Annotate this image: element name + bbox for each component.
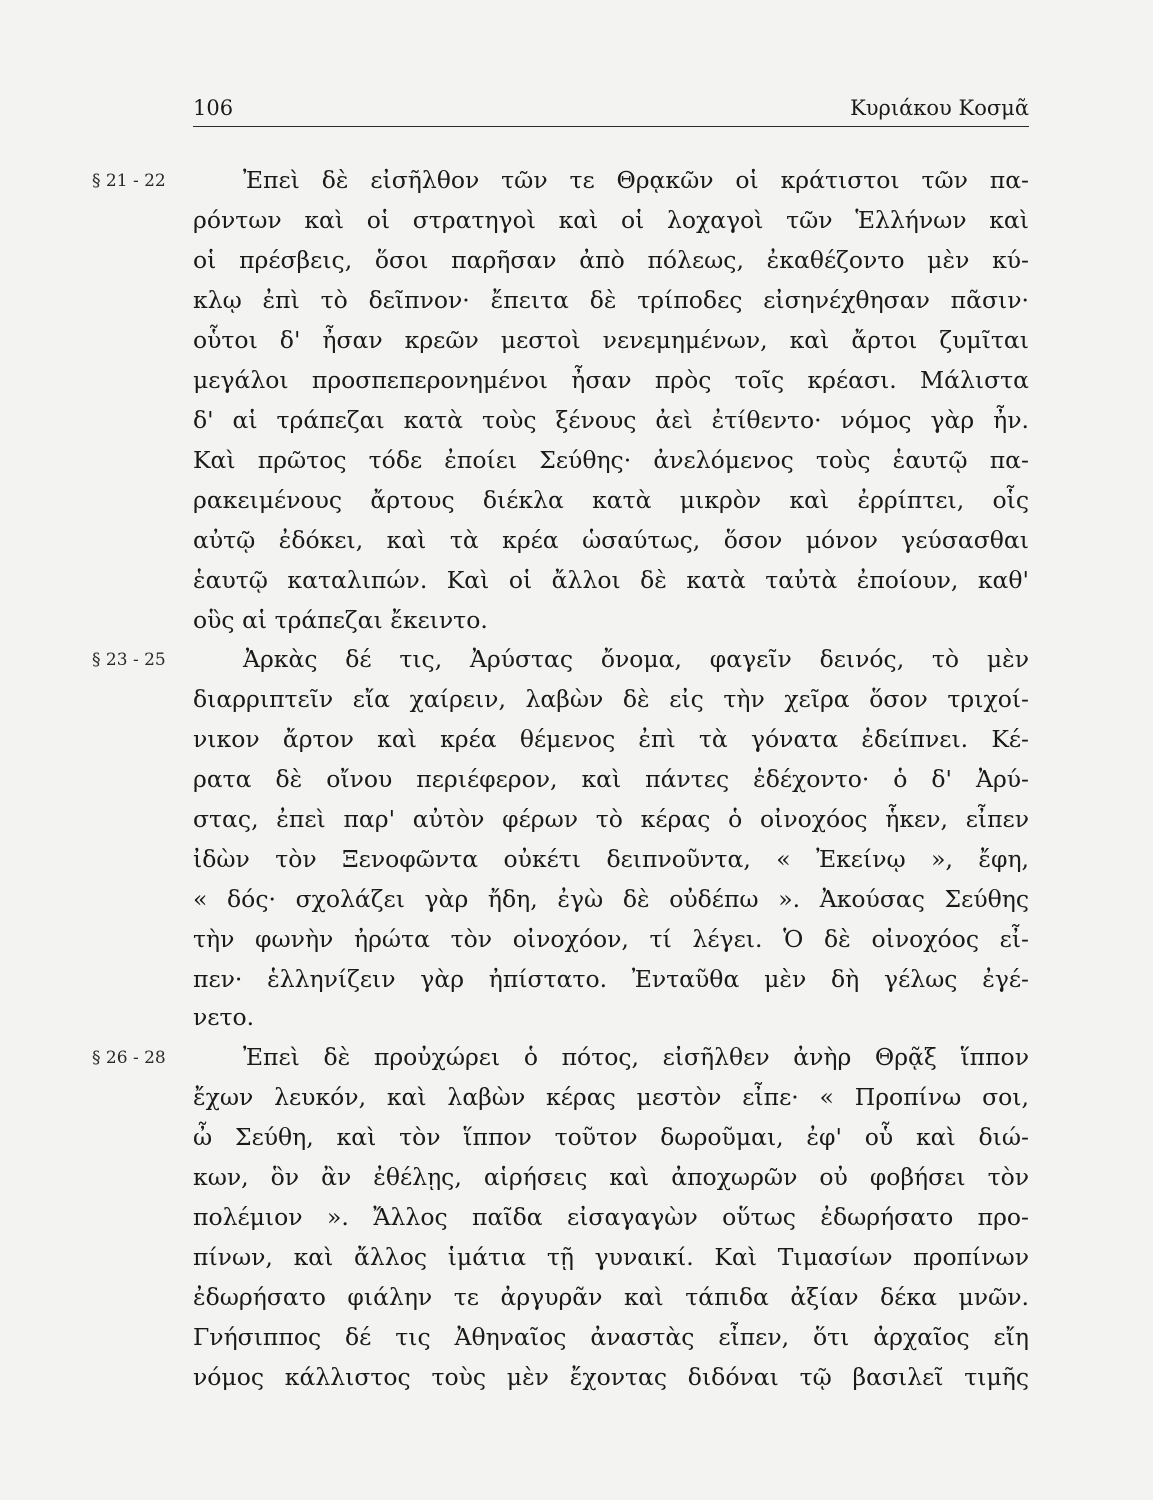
text-line: Ἐπεὶ δὲ εἰσῆλθον τῶν τε Θρᾳκῶν οἱ κράτιστοι τῶν πα-	[243, 166, 1029, 194]
text-line: τὴν φωνὴν ἠρώτα τὸν οἰνοχόον, τί λέγει. Ὁ δὲ οἰνοχόος εἶ-	[193, 925, 1029, 953]
running-title: Κυριάκου Κοσμᾶ	[850, 96, 1029, 120]
section-ref: § 26 - 28	[92, 1048, 166, 1068]
text-line: ἔχων λευκόν, καὶ λαβὼν κέρας μεστὸν εἶπε· « Προπίνω σοι,	[193, 1083, 1029, 1111]
text-line: ἐδωρήσατο φιάλην τε ἀργυρᾶν καὶ τάπιδα ἀξίαν δέκα μνῶν.	[193, 1283, 1029, 1311]
text-line: νικον ἄρτον καὶ κρέα θέμενος ἐπὶ τὰ γόνατα ἐδείπνει. Κέ-	[193, 725, 1029, 753]
text-line: ἰδὼν τὸν Ξενοφῶντα οὐκέτι δειπνοῦντα, « Ἐκείνῳ », ἔφη,	[193, 845, 1029, 873]
text-line: ἑαυτῷ καταλιπών. Καὶ οἱ ἄλλοι δὲ κατὰ ταὐτὰ ἐποίουν, καθ'	[193, 566, 1029, 594]
text-line: οὓς αἱ τράπεζαι ἔκειντο.	[193, 606, 488, 634]
text-line: Ἀρκὰς δέ τις, Ἀρύστας ὄνομα, φαγεῖν δεινός, τὸ μὲν	[243, 645, 1029, 673]
text-line: οἱ πρέσβεις, ὅσοι παρῆσαν ἀπὸ πόλεως, ἐκαθέζοντο μὲν κύ-	[193, 246, 1029, 274]
text-line: ρατα δὲ οἴνου περιέφερον, καὶ πάντες ἐδέχοντο· ὁ δ' Ἀρύ-	[193, 765, 1029, 793]
text-line: νετο.	[193, 1003, 255, 1031]
page-header	[193, 96, 1029, 127]
page-number: 106	[193, 96, 234, 120]
text-line: « δός· σχολάζει γὰρ ἤδη, ἐγὼ δὲ οὐδέπω ». Ἀκούσας Σεύθης	[193, 885, 1029, 913]
text-line: Καὶ πρῶτος τόδε ἐποίει Σεύθης· ἀνελόμενος τοὺς ἑαυτῷ πα-	[193, 446, 1029, 474]
text-line: αὐτῷ ἐδόκει, καὶ τὰ κρέα ὡσαύτως, ὅσον μόνον γεύσασθαι	[193, 526, 1029, 554]
section-ref: § 23 - 25	[92, 650, 166, 670]
text-line: κων, ὃν ἂν ἐθέλῃς, αἱρήσεις καὶ ἀποχωρῶν οὐ φοβήσει τὸν	[193, 1163, 1029, 1191]
text-line: μεγάλοι προσπεπερονημένοι ἦσαν πρὸς τοῖς κρέασι. Μάλιστα	[193, 366, 1029, 394]
text-line: Γνήσιππος δέ τις Ἀθηναῖος ἀναστὰς εἶπεν, ὅτι ἀρχαῖος εἴη	[193, 1323, 1029, 1351]
text-line: νόμος κάλλιστος τοὺς μὲν ἔχοντας διδόναι τῷ βασιλεῖ τιμῆς	[193, 1363, 1029, 1391]
text-line: κλῳ ἐπὶ τὸ δεῖπνον· ἔπειτα δὲ τρίποδες εἰσηνέχθησαν πᾶσιν·	[193, 286, 1029, 314]
text-line: δ' αἱ τράπεζαι κατὰ τοὺς ξένους ἀεὶ ἐτίθεντο· νόμος γὰρ ἦν.	[193, 406, 1029, 434]
text-line: πεν· ἑλληνίζειν γὰρ ἠπίστατο. Ἐνταῦθα μὲν δὴ γέλως ἐγέ-	[193, 965, 1029, 993]
text-line: ρακειμένους ἄρτους διέκλα κατὰ μικρὸν καὶ ἐρρίπτει, οἷς	[193, 486, 1029, 514]
text-line: οὗτοι δ' ἦσαν κρεῶν μεστοὶ νενεμημένων, καὶ ἄρτοι ζυμῖται	[193, 326, 1029, 354]
text-line: Ἐπεὶ δὲ προὐχώρει ὁ πότος, εἰσῆλθεν ἀνὴρ Θρᾷξ ἵππον	[243, 1043, 1029, 1071]
text-line: στας, ἐπεὶ παρ' αὐτὸν φέρων τὸ κέρας ὁ οἰνοχόος ἧκεν, εἶπεν	[193, 805, 1029, 833]
text-line: πίνων, καὶ ἄλλος ἱμάτια τῇ γυναικί. Καὶ Τιμασίων προπίνων	[193, 1243, 1029, 1271]
text-line: ρόντων καὶ οἱ στρατηγοὶ καὶ οἱ λοχαγοὶ τῶν Ἑλλήνων καὶ	[193, 206, 1029, 234]
text-line: ὦ Σεύθη, καὶ τὸν ἵππον τοῦτον δωροῦμαι, ἐφ' οὗ καὶ διώ-	[193, 1123, 1029, 1151]
text-line: πολέμιον ». Ἄλλος παῖδα εἰσαγαγὼν οὕτως ἐδωρήσατο προ-	[193, 1203, 1029, 1231]
section-ref: § 21 - 22	[92, 171, 166, 191]
text-line: διαρριπτεῖν εἴα χαίρειν, λαβὼν δὲ εἰς τὴν χεῖρα ὅσον τριχοί-	[193, 685, 1029, 713]
